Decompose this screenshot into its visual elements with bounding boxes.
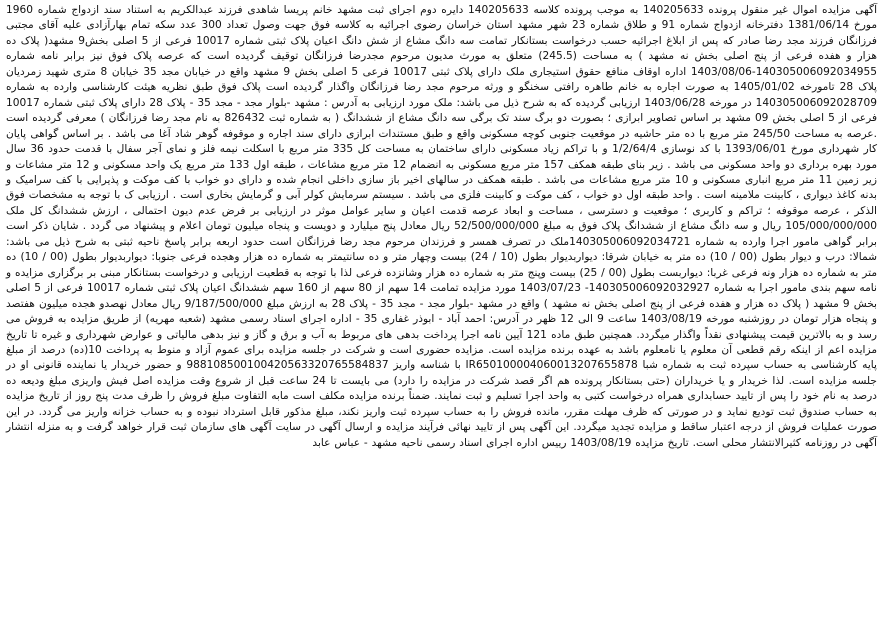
auction-notice-text: آگهی مزایده اموال غیر منقول پرونده 140205633 به موجب پرونده کلاسه 140205633 دایره دوم اجرای ثبت مشهد خانم پریسا شاهدی فرزند عبدالکریم به استناد سند ازدواج شماره 1960 مورخ 1381/06/14 دفترخانه ازدواج شماره 91 و طلاق شماره 23 شهر مشهد استان خراسان رضوی اجرائیه به کلاسه فوق جهت وصول تعداد 300 عدد سکه تمام بهارآزادی علیه آقای مجتبی فرزانگان فرزند مجد رضا صادر که پس از ابلاغ اجرائیه حسب درخواست بستانکار تمامت سه دانگ مشاع از شش دانگ اعیان پلاک ثبتی شماره 10017 فرعی از 5 اصلی بخش9 مشهد( پلاک ده هزار و هفده فرعی از پنج اصلی بخش نه مشهد ) به مساحت (245.5) متعلق به مورث مدیون مرحوم مجدرضا فرزانگان توقیف گردیده است که عرصه پلاک فوق نیز برابر نامه شماره 140305006092034955-1403/08/06 اداره اوقاف منافع حقوق استیجاری ملک دارای پلاک ثبتی 10017 فرعی 5 اصلی بخش 9 مشهد واقع در خیابان مجد 35 خیابان 8 متری شهید زمردیان پلاک 28 تامورخه 1405/01/02 به صورت اجاره به خانم طاهره رافتی سخنگو و ورثه مرحوم مجد رضا فرزانگان واگذار گردیده است پلاک فوق طبق نظریه هیئت کارشناسی وارده به شماره 140305006092028709 در مورخه 1403/06/28 ارزیابی گردیده که به شرح ذیل می باشد: ملک مورد ارزیابی به آدرس : مشهد -بلوار مجد - مجد 35 - پلاک 28 دارای پلاک ثبتی شماره 10017 فرعی از 5 اصلی بخش 09 مشهد بر اساس تصاویر ابرازی ؛ بصورت دو برگ سند تک برگی سه دانگ مشاع از ششدانگ ( به شماره ثبت 826432 به نام مجد رضا فرزانگان ) معرفی گردیده است .عرصه به مساحت 245/50 متر مربع با ده متر حاشیه در موقعیت جنوبی کوچه مسکونی واقع و طبق مستندات ابرازی دارای سند اجاره و موقوفه گوهر شاد آغا می باشد . بر اساس گواهی پایان کار شهرداری مورخ 1393/06/01 با کد نوسازی 1/2/64/4 و با تراکم زیاد مسکونی دارای ساختمان به مساحت کل 335 متر مربع با اسکلت نیمه فلز و نمای آجر سفال با قدمت حدود 36 سال مورد بهره برداری دو واحد مسکونی می باشد . زیر بنای طبقه همکف 157 متر مربع مسکونی به انضمام 12 متر مربع مشاعات ، طبقه اول 133 متر مربع یک واحد مسکونی و 12 متر مشاعات و زیر زمین 11 متر مربع انباری مسکونی و 10 متر مربع مشاعات می باشد . طبقه همکف در سالهای اخیر باز سازی داخلی انجام شده و دارای دو خواب با کف موکت و پذیرایی با کف سرامیک و بدنه کاغذ دیواری ، کابینت ملامینه است . واحد طبقه اول دو خواب ، کف موکت و کابینت فلزی می باشد . سیستم سرمایش کولر آبی و گرمایش بخاری است . ارزیابی ک با توجه به مشخصات فوق الذکر ، عرصه موقوفه ؛ تراکم و کاربری ؛ موقعیت و دسترسی ، مساحت و ابعاد عرصه قدمت اعیان و سایر عوامل موثر در ارزیابی بر فرض عدم دیون احتمالی ، ارزش ششدانگ کل ملک 105/000/000/000 ریال و سه دانگ مشاع از ششدانگ پلاک فوق به مبلغ 52/500/000/000 ریال معادل پنج میلیارد و دویست و پنجاه میلیون تومان اعلام و پیشنهاد می گردد . شایان ذکر است برابر گواهی مامور اجرا وارده به شماره 140305006092034721ملک در تصرف همسر و فرزندان مرحوم مجد رضا فرزانگان است حدود اربعه برابر پاسخ ناحیه ثبتی به شرح ذیل می باشد: شمالا: درب و دیوار بطول (00 / 10) ده متر به خیابان شرقا: دیواربدیوار بطول (10 / 24) بیست وچهار متر و ده سانتیمتر به شماره ده هزار وهجده فرعی جنوبا: دیواربدیوار بطول (00 / 10) ده متر به شماره ده هزار ونه فرعی غربا: دیواربست بطول (00 / 25) بیست وپنج متر به شماره ده هزار وشانزده فرعی لذا با توجه به قطعیت ارزیابی و درخواست بستانکار مبنی بر برگزاری مزایده و نامه سهم بندی مامور اجرا به شماره 140305006092032927- 1403/07/23 مورد مزایده تمامت 14 سهم از 80 سهم از 160 سهم ششدانگ اعیان پلاک ثبتی شماره 10017 فرعی از 5 اصلی بخش 9 مشهد ( پلاک ده هزار و هفده فرعی از پنج اصلی بخش نه مشهد ) واقع در مشهد -بلوار مجد - مجد 35 - پلاک 28 به ارزش مبلغ 9/187/500/000 ریال معادل نهصدو هجده میلیون هفتصد و پنجاه هزار تومان در روزشنبه مورخه 1403/08/19 ساعت 9 الی 12 ظهر در آدرس: احمد آباد - ابوذر غفاری 35 - اداره اجرای اسناد رسمی مشهد (شعبه مهریه) از طریق مزایده به فروش می رسد و به بالاترین قیمت پیشنهادی نقداً واگذار میگردد. همچنین طبق ماده 121 آیین نامه اجرا پرداخت بدهی های مربوط به آب و برق و گاز و نیز بدهی مالیاتی و عوارض شهرداری و غیره تا تاریخ مزایده اعم از اینکه رقم قطعی آن معلوم یا نامعلوم باشد به عهده برنده مزایده است. مزایده حضوری است و شرکت در جلسه مزایده برای عموم آزاد و منوط به پرداخت 10(ده) درصد از مبلغ پایه کارشناسی به حساب سپرده ثبت به شماره شبا IR650100004060013207655878 با شناسه واریز 988108500100420563320765584837 و حضور خریدار یا نماینده قانونی او در جلسه مزایده است. لذا خریدار و یا خریداران (حتی بستانکار پرونده هم اگر قصد شرکت در مزایده را دارد) می بایست تا 24 ساعت قبل از شروع وقت مزایده اصل فیش واریزی مبلغ ودیعه ده درصد به نام خود را پس از تایید حسابداری همراه درخواست کتبی به واحد اجرا تسلیم و ثبت نمایند. ضمناً برنده مزایده مکلف است مابه التفاوت مبلغ فروش را ظرف مدت پنج روز از تاریخ مزایده به حساب صندوق ثبت تودیع نماید و در صورتی که ظرف مهلت مقرر، مانده فروش را به حساب سپرده ثبت واریز نکند، مبلغ مذکور قابل استرداد نبوده و به حساب خزانه واریز می گردد. در این صورت عملیات فروش از درجه اعتبار ساقط و مزایده تجدید میگردد. این آگهی پس از تایید نهائی فرآیند مزایده و ارسال آگهی در سایت آگهی های سازمان ثبت قرار خواهد گرفت و به منزله انتشار آگهی در روزنامه کثیرالانتشار محلی است. تاریخ مزایده 1403/08/19 رییس اداره اجرای اسناد رسمی ناحیه مشهد - عباس عابد: [6, 4, 878, 449]
